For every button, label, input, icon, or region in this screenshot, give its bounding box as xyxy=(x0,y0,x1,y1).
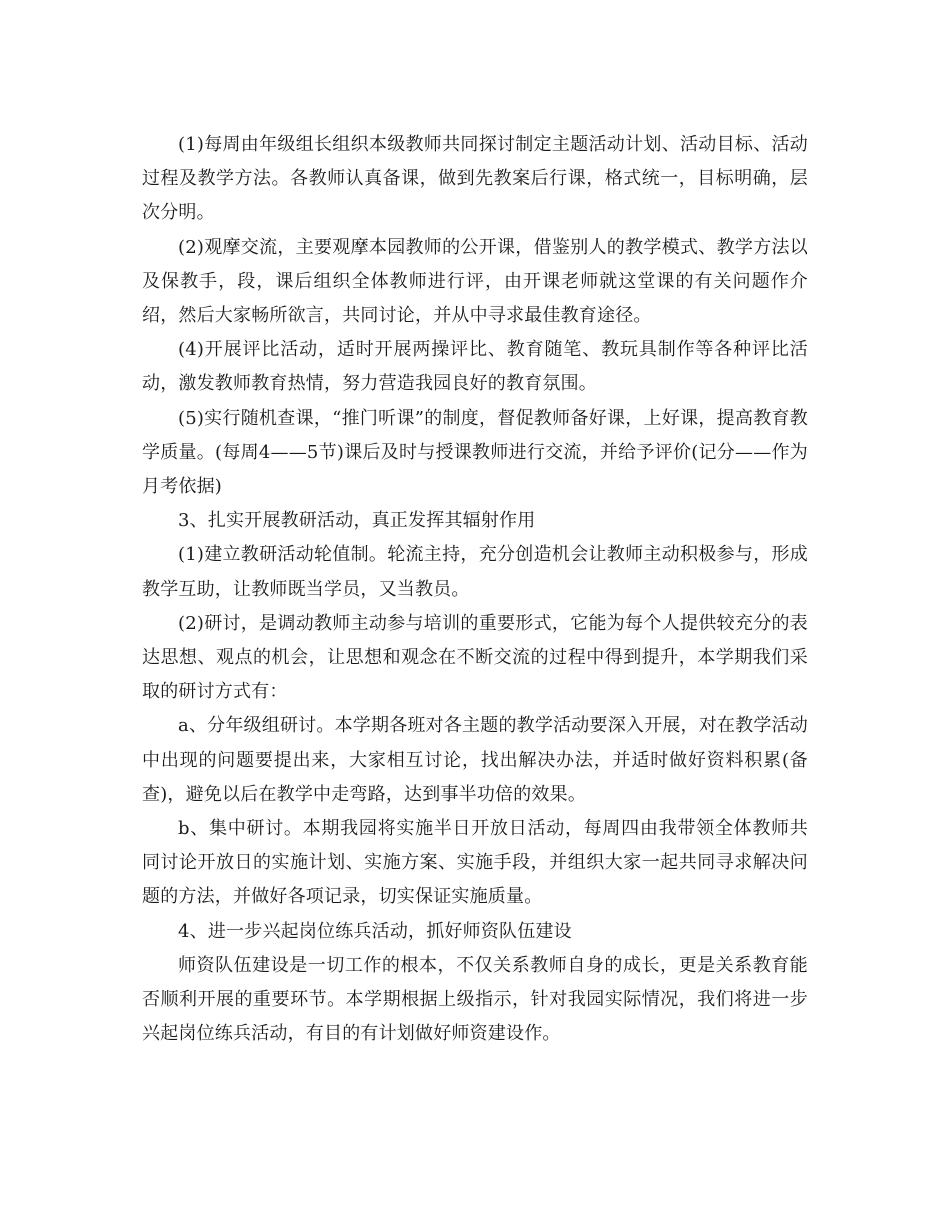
paragraph-staff-development: 师资队伍建设是一切工作的根本，不仅关系教师自身的成长，更是关系教育能否顺利开展的重要环节。本学期根据上级指示，针对我园实际情况，我们将进一步兴起岗位练兵活动，有目的有计划做好师资建设作。 xyxy=(142,954,808,1045)
paragraph-1-lesson-planning: (1)每周由年级组长组织本级教师共同探讨制定主题活动计划、活动目标、活动过程及教学方法。各教师认真备课，做到先教案后行课，格式统一，目标明确，层次分明。 xyxy=(142,134,808,224)
paragraph-4-evaluation-activities: (4)开展评比活动，适时开展两操评比、教育随笔、教玩具制作等各种评比活动，激发教师教育热情，努力营造我园良好的教育氛围。 xyxy=(142,339,808,395)
paragraph-b-centralized-seminar: b、集中研讨。本期我园将实施半日开放日活动，每周四由我带领全体教师共同讨论开放日的实施计划、实施方案、实施手段，并组织大家一起共同寻求解决问题的方法，并做好各项记录，切实保证实施质量。 xyxy=(142,818,808,908)
document-body xyxy=(142,128,808,1051)
paragraph-rotating-host-system: (1)建立教研活动轮值制。轮流主持，充分创造机会让教师主动积极参与，形成教学互助，让教师既当学员，又当教员。 xyxy=(142,544,808,600)
section-heading-4-staff-training: 4、进一步兴起岗位练兵活动，抓好师资队伍建设 xyxy=(178,920,572,942)
section-heading-3-teaching-research: 3、扎实开展教研活动，真正发挥其辐射作用 xyxy=(178,510,536,532)
paragraph-5-random-class-checks: (5)实行随机查课，“推门听课”的制度，督促教师备好课，上好课，提高教育教学质量。(每周4——5节)课后及时与授课教师进行交流，并给予评价(记分——作为月考依据) xyxy=(142,407,808,498)
paragraph-seminar-importance: (2)研讨，是调动教师主动参与培训的重要形式，它能为每个人提供较充分的表达思想、观点的机会，让思想和观念在不断交流的过程中得到提升，本学期我们采取的研讨方式有： xyxy=(142,612,808,703)
paragraph-2-observation-exchange: (2)观摩交流，主要观摩本园教师的公开课，借鉴别人的教学模式、教学方法以及保教手，段，课后组织全体教师进行评，由开课老师就这堂课的有关问题作介绍，然后大家畅所欲言，共同讨论，并从中寻求最佳教育途径。 xyxy=(142,236,808,327)
paragraph-a-grade-group-seminar: a、分年级组研讨。本学期各班对各主题的教学活动要深入开展，对在教学活动中出现的问题要提出来，大家相互讨论，找出解决办法，并适时做好资料积累(备查)，避免以后在教学中走弯路，达到事半功倍的效果。 xyxy=(142,715,808,805)
